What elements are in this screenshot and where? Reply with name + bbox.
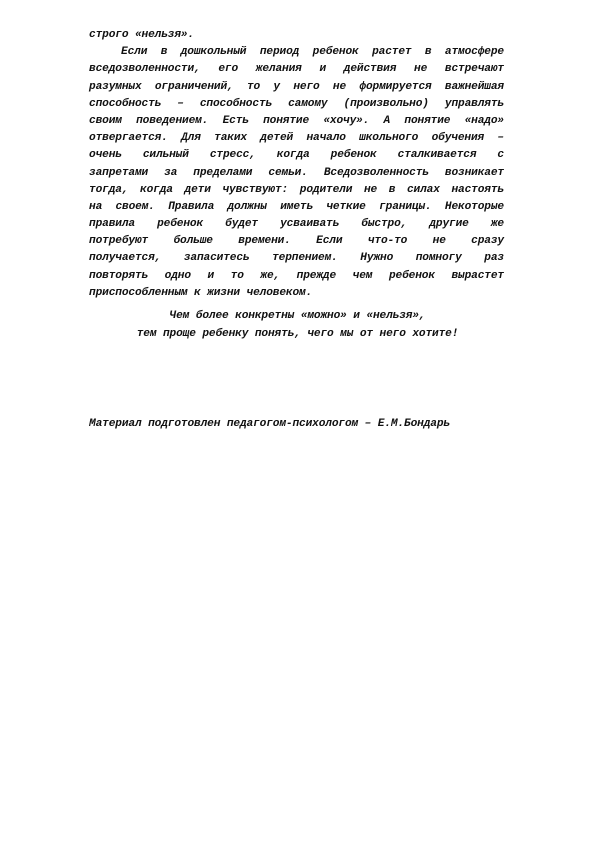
paragraph-line: повторять одно и то же, прежде чем ребенок вырастет (89, 269, 504, 282)
author-note: Материал подготовлен педагогом-психологом – Е.М.Бондарь (89, 418, 450, 430)
paragraph-line: приспособленным к жизни человеком. (89, 286, 313, 299)
paragraph-line: правила ребенок будет усваивать быстро, другие же (89, 218, 504, 231)
paragraph-line: Если в дошкольный период ребенок растет в атмосфере (121, 46, 504, 59)
paragraph-line: своим поведением. Есть понятие «хочу». А понятие «надо» (89, 114, 504, 127)
paragraph-line: запретами за пределами семьи. Вседозволенность возникает (89, 166, 504, 179)
paragraph-line: отвергается. Для таких детей начало школьного обучения – (89, 132, 504, 145)
paragraph-line: на своем. Правила должны иметь четкие границы. Некоторые (89, 200, 504, 213)
conclusion-line-1: Чем более конкретны «можно» и «нельзя», (169, 310, 426, 322)
paragraph-line: вседозволенности, его желания и действия не встречают (89, 63, 504, 76)
paragraph-line: тогда, когда дети чувствуют: родители не в силах настоять (89, 183, 504, 196)
paragraph-line: получается, запаситесь терпением. Нужно помногу раз (89, 252, 504, 265)
body-paragraph (89, 27, 504, 302)
paragraph-line: строго «нельзя». (89, 29, 195, 41)
paragraph-line: очень сильный стресс, когда ребенок сталкивается с (89, 149, 504, 162)
paragraph-line: разумных ограничений, то у него не формируется важнейшая (89, 80, 504, 93)
paragraph-line: потребуют больше времени. Если что-то не сразу (89, 235, 504, 248)
paragraph-line: способность – способность самому (произвольно) управлять (89, 97, 504, 110)
conclusion-line-2: тем проще ребенку понять, чего мы от него хотите! (136, 328, 459, 340)
